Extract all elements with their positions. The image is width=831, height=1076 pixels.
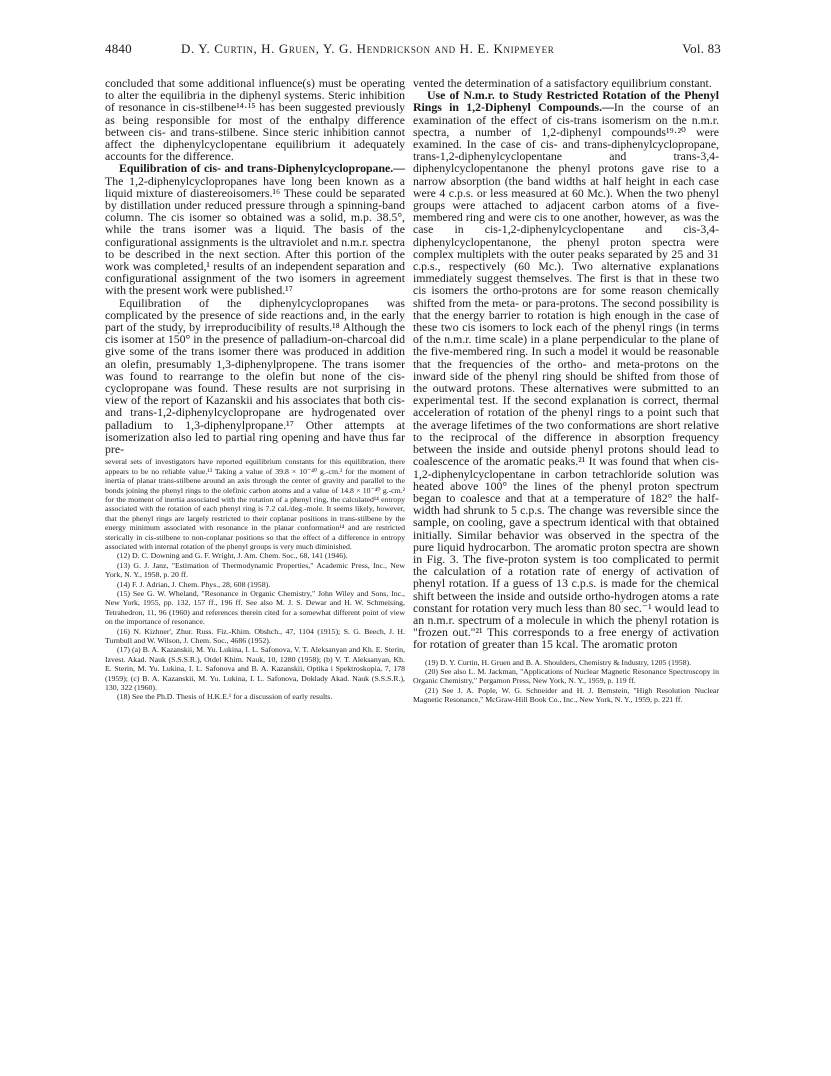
- paragraph: concluded that some additional influence(s) must be operating to alter the equilibria in the diphenyl systems. Steric inhibition of resonance in cis-stilbene¹⁴·¹⁵ has been suggested previously as being responsible for most of the enthalpy difference between cis- and trans-stilbene. Since steric inhibition cannot affect the diphenylcyclopentane equilibrium it adequately accounts for the difference.: [105, 76, 405, 164]
- footnote: (21) See J. A. Pople, W. G. Schneider and H. J. Bernstein, "High Resolution Nuclear Magnetic Resonance," McGraw-Hill Book Co., Inc., New York, N. Y., 1959, p. 221 ff.: [413, 685, 719, 705]
- section-heading: Use of N.m.r. to Study Restricted Rotation of the Phenyl Rings in 1,2-Diphenyl Compounds.—: [413, 88, 719, 115]
- footnote: (18) See the Ph.D. Thesis of H.K.E.¹ for a discussion of early results.: [117, 692, 333, 702]
- section-paragraph: [413, 89, 719, 650]
- section-text: The 1,2-diphenylcyclopropanes have long been known as a liquid mixture of diastereoisomers.¹⁶ These could be separated by distillation under reduced pressure through a spinning-band column. The cis isomer so obtained was a solid, m.p. 38.5°, while the trans isomer was a liquid. The basis of the configurational assignments is the ultraviolet and n.m.r. spectra to be described in the next section. After this portion of the work was completed,¹ results of an independent separation and configurational assignment of the two isomers in agreement with the present work were published.¹⁷: [105, 173, 405, 298]
- section-paragraph: [105, 162, 405, 296]
- running-authors: D. Y. Curtin, H. Gruen, Y. G. Hendrickson and H. E. Knipmeyer: [181, 41, 555, 56]
- running-header: [105, 41, 721, 59]
- footnote: (20) See also L. M. Jackman, "Applications of Nuclear Magnetic Resonance Spectroscopy in Organic Chemistry," Pergamon Press, New York, N. Y., 1959, p. 119 ff.: [413, 666, 719, 686]
- paragraph: Equilibration of the diphenylcyclopropanes was complicated by the presence of side reactions and, in the early part of the study, by irreproducibility of results.¹⁸ Although the cis isomer at 150° in the presence of palladium-on-charcoal did give some of the trans isomer there was produced in addition an olefin, presumably 1,3-diphenylpropene. The trans isomer was found to rearrange to the olefin but none of the cis-cyclopropane was found. These results are not surprising in view of the report of Kazanskii and his associates that both cis- and trans-1,2-diphenylcyclopropane are hydrogenated over palladium to 1,3-diphenylpropane.¹⁷ Other attempts at isomerization also led to partial ring opening and have thus far pre-: [105, 295, 405, 457]
- footnote: (15) See G. W. Wheland, "Resonance in Organic Chemistry," John Wiley and Sons, Inc., New York, 1955, pp. 132, 157 ff., 196 ff. See also M. J. S. Dewar and H. W. Schmeising, Tetrahedron, 11, 96 (1960) and references therein cited for a somewhat different point of view on the importance of resonance.: [105, 588, 405, 627]
- footnote: several sets of investigators have reported equilibrium constants for this equilibration, there appears to be no reliable value.¹³ Taking a value of 39.8 × 10⁻⁴⁰ g.-cm.² for the moment of inertia of planar trans-stilbene around an axis through the center of gravity and parallel to the bonds joining the phenyl rings to the olefinic carbon atoms and a value of 14.8 × 10⁻⁴⁰ g.-cm.² for the moment of inertia associated with the rotation of a phenyl ring, the calculated¹⁴ entropy associated with the rotation of each phenyl ring is 7.2 cal./deg.-mole. It seems likely, however, that the phenyl rings are largely restricted to their coplanar positions in trans-stilbene by the energy minimum associated with resonance in the planar conformation¹⁴ and are restricted sterically in cis-stilbene to non-coplanar positions so that the effect of a difference in entropy associated with internal rotation of the phenyl groups is very much diminished.: [105, 457, 405, 551]
- right-body: [413, 77, 719, 651]
- footnote: (13) G. J. Janz, "Estimation of Thermodynamic Properties," Academic Press, Inc., New York, N. Y., 1958, p. 20 ff.: [105, 560, 405, 580]
- page-number: 4840: [105, 41, 132, 56]
- left-column: [105, 77, 405, 702]
- right-column: [413, 77, 719, 705]
- paragraph: vented the determination of a satisfactory equilibrium constant.: [413, 76, 712, 90]
- section-text: In the course of an examination of the effect of cis-trans isomerism on the n.m.r. spectra, a number of 1,2-diphenyl compounds¹⁹·²⁰ were examined. In the case of cis- and trans-diphenylcyclopropane, trans-1,2-diphenylcyclopentane and trans-3,4-diphenylcyclopentanone the phenyl protons gave rise to a narrow absorption (the band widths at half height in each case were 4 c.p.s. or less measured at 60 Mc.). When the two phenyl groups were attached to adjacent carbon atoms of a five-membered ring and were cis to one another, however, as was the case in cis-1,2-diphenylcyclopentane and cis-3,4-diphenylcyclopentanone, the phenyl proton spectra were complex multiplets with the outer peaks separated by 25 and 31 c.p.s., respectively (60 Mc.). Two alternative explanations immediately suggest themselves. The first is that in these two cis isomers the ortho-protons are for some reason chemically shifted from the meta- or para-protons. The second possibility is that the energy barrier to rotation is high enough in the case of these two cis isomers to lock each of the phenyl rings (in terms of the n.m.r. time scale) in a plane perpendicular to the plane of the five-membered ring. In such a model it would be reasonable that the frequencies of the ortho- and meta-protons on the inward side of the phenyl ring should be shifted from those of the outward protons. These alternatives were submitted to an experimental test. If the second explanation is correct, thermal acceleration of rotation of the phenyl rings to a point such that the average lifetimes of the two conformations are short relative to the reciprocal of the difference in absorption frequency between the inside and outside phenyl protons should lead to coalescence of the aromatic peaks.²¹ It was found that when cis-1,2-diphenylcyclopentane in carbon tetrachloride solution was heated above 100° the lines of the phenyl proton spectrum began to coalesce and that at a temperature of 182° the half-width had shrunk to 5 c.p.s. The change was reversible since the sample, on cooling, gave a spectrum identical with that obtained initially. Similar behavior was observed in the spectra of the pure liquid hydrocarbon. The aromatic proton spectra are shown in Fig. 3. The five-proton system is too complicated to permit the calculation of a rotation rate of energy of activation of phenyl rotation. If a guess of 13 c.p.s. is made for the chemical shift between the inside and outside ortho-hydrogen atoms a rate constant for rotation very much less than 80 sec.⁻¹ would lead to an n.m.r. spectrum of a molecule in which the phenyl rotation is "frozen out."²¹ This corresponds to a free energy of activation for rotation of greater than 15 kcal. The aromatic proton: [413, 100, 719, 652]
- footnote: (17) (a) B. A. Kazanskii, M. Yu. Lukina, I. L. Safonova, V. T. Aleksanyan and Kh. E. Sterin, Izvest. Akad. Nauk (S.S.S.R.), Otdel Khim. Nauk, 10, 1280 (1958); (b) V. T. Aleksanyan, Kh. E. Sterin, M. Yu. Lukina, I. L. Safonova and B. A. Kazanskii, Optika i Spektroskopia, 7, 178 (1959); (c) B. A. Kazanskii, M. Yu. Lukina, I. L. Safonova, Doklady Akad. Nauk (S.S.S.R.), 130, 322 (1960).: [105, 645, 405, 693]
- footnote: (12) D. C. Downing and G. F. Wright, J. Am. Chem. Soc., 68, 141 (1946).: [117, 551, 348, 561]
- section-heading: Equilibration of cis- and trans-Diphenylcyclopropane.—: [119, 161, 405, 176]
- volume-label: Vol. 83: [682, 41, 721, 56]
- left-body: [105, 77, 405, 455]
- footnote: (14) F. J. Adrian, J. Chem. Phys., 28, 608 (1958).: [117, 579, 271, 589]
- footnotes-left: [105, 457, 405, 702]
- footnote: (19) D. Y. Curtin, H. Gruen and B. A. Shoulders, Chemistry & Industry, 1205 (1958).: [425, 657, 692, 667]
- footnote: (16) N. Kizhner', Zhur. Russ. Fiz.-Khim. Obshch., 47, 1104 (1915); S. G. Beech, J. H. Turnbull and W. Wilson, J. Chem. Soc., 4686 (1952).: [105, 626, 405, 646]
- footnotes-right: [413, 658, 719, 705]
